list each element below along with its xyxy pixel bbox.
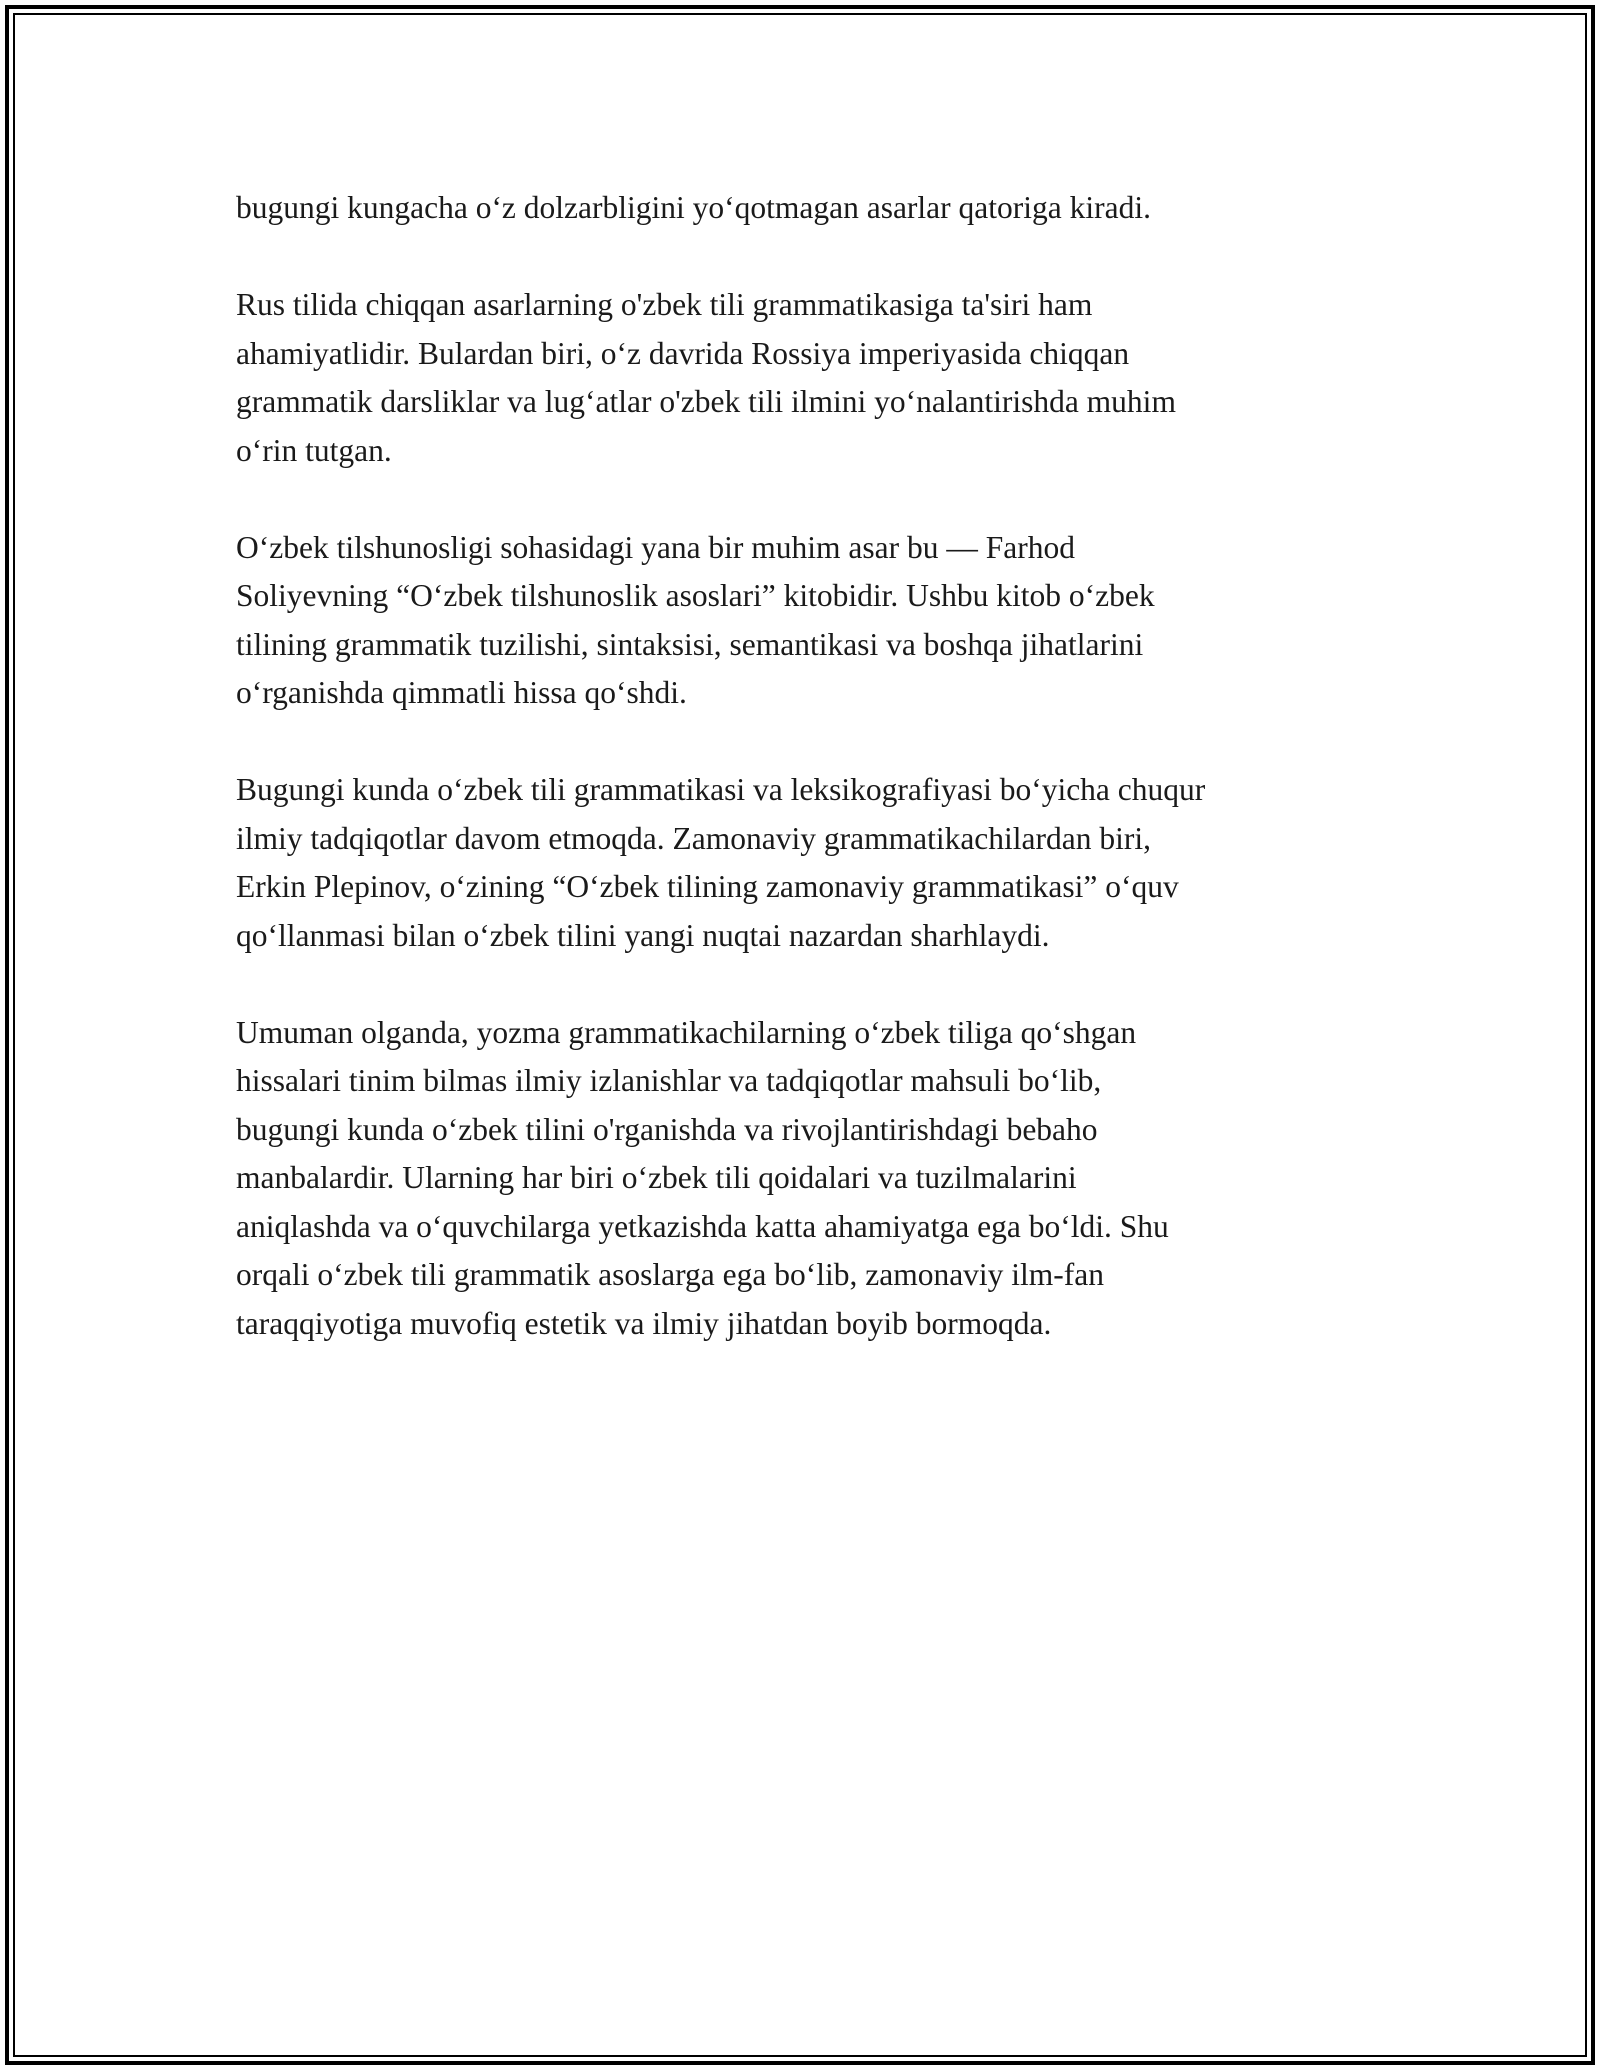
text-line: taraqqiyotiga muvofiq estetik va ilmiy jihatdan boyib bormoqda. <box>236 1305 1052 1341</box>
paragraph-5 <box>236 1009 1396 1349</box>
document-body <box>236 184 1396 1397</box>
text-line: qo‘llanmasi bilan o‘zbek tilini yangi nuqtai nazardan sharhlaydi. <box>236 917 1050 953</box>
text-line: grammatik darsliklar va lug‘atlar o'zbek tili ilmini yo‘nalantirishda muhim <box>236 384 1176 419</box>
text-line: bugungi kungacha o‘z dolzarbligini yo‘qotmagan asarlar qatoriga kiradi. <box>236 190 1151 225</box>
text-line: O‘zbek tilshunosligi sohasidagi yana bir muhim asar bu — Farhod <box>236 529 1075 565</box>
text-line: Bugungi kunda o‘zbek tili grammatikasi va leksikografiyasi bo‘yicha chuqur <box>236 772 1206 807</box>
text-line: Umuman olganda, yozma grammatikachilarning o‘zbek tiliga qo‘shgan <box>236 1014 1137 1050</box>
text-line: Soliyevning “O‘zbek tilshunoslik asoslari” kitobidir. Ushbu kitob o‘zbek <box>236 578 1155 613</box>
paragraph-1 <box>236 184 1396 233</box>
text-line: o‘rin tutgan. <box>236 432 392 468</box>
text-line: hissalari tinim bilmas ilmiy izlanishlar va tadqiqotlar mahsuli bo‘lib, <box>236 1063 1102 1098</box>
text-line: ilmiy tadqiqotlar davom etmoqda. Zamonaviy grammatikachilardan biri, <box>236 820 1151 856</box>
text-line: manbalardir. Ularning har biri o‘zbek tili qoidalari va tuzilmalarini <box>236 1160 1077 1195</box>
text-line: ahamiyatlidir. Bulardan biri, o‘z davrida Rossiya imperiyasida chiqqan <box>236 335 1130 371</box>
paragraph-2 <box>236 281 1396 475</box>
text-line: bugungi kunda o‘zbek tilini o'rganishda va rivojlantirishdagi bebaho <box>236 1111 1098 1147</box>
text-line: Erkin Plepinov, o‘zining “O‘zbek tilining zamonaviy grammatikasi” o‘quv <box>236 869 1179 904</box>
paragraph-3 <box>236 524 1396 718</box>
text-line: o‘rganishda qimmatli hissa qo‘shdi. <box>236 675 687 710</box>
text-line: orqali o‘zbek tili grammatik asoslarga ega bo‘lib, zamonaviy ilm-fan <box>236 1257 1105 1292</box>
text-line: tilining grammatik tuzilishi, sintaksisi, semantikasi va boshqa jihatlarini <box>236 626 1144 662</box>
paragraph-4 <box>236 766 1396 960</box>
text-line: Rus tilida chiqqan asarlarning o'zbek tili grammatikasiga ta'siri ham <box>236 287 1093 322</box>
text-line: aniqlashda va o‘quvchilarga yetkazishda katta ahamiyatga ega bo‘ldi. Shu <box>236 1208 1169 1244</box>
